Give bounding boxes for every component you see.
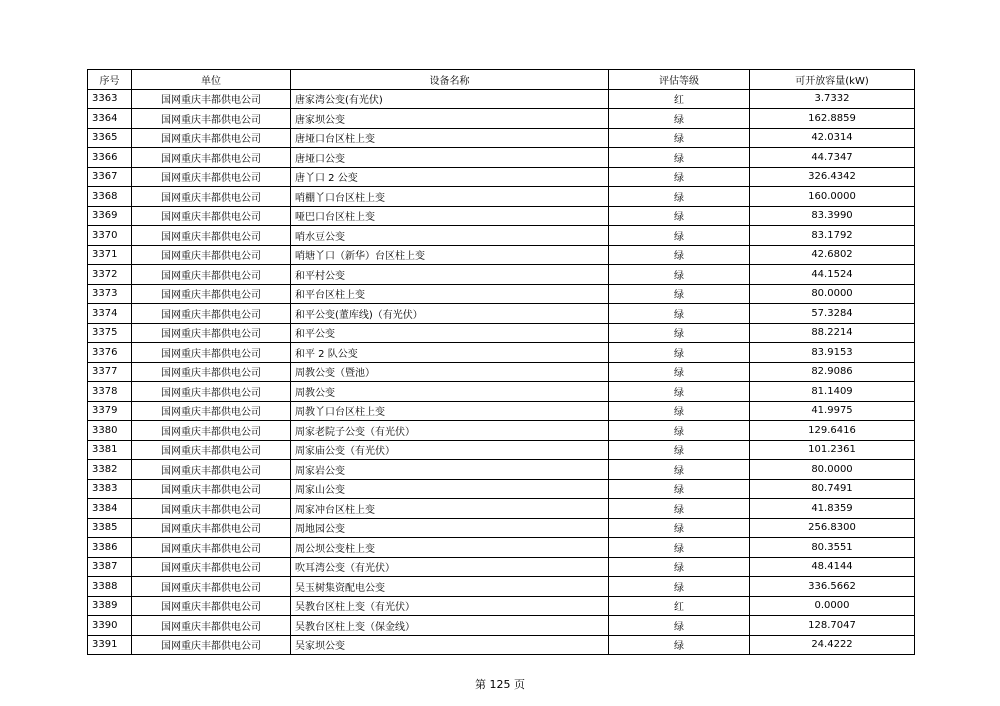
capacity-cell: 3.7332	[750, 89, 915, 109]
header-unit: 单位	[132, 70, 291, 90]
capacity-cell: 57.3284	[750, 304, 915, 324]
table-row	[88, 401, 915, 421]
grade-cell: 绿	[609, 304, 750, 324]
grade-cell: 绿	[609, 167, 750, 187]
grade-cell: 绿	[609, 479, 750, 499]
unit-cell: 国网重庆丰都供电公司	[132, 635, 291, 655]
unit-cell: 国网重庆丰都供电公司	[132, 206, 291, 226]
table-row	[88, 187, 915, 207]
capacity-cell: 48.4144	[750, 557, 915, 577]
serial-cell: 3377	[88, 362, 132, 382]
serial-cell: 3370	[88, 226, 132, 246]
capacity-cell: 128.7047	[750, 616, 915, 636]
serial-cell: 3378	[88, 382, 132, 402]
device-name-cell: 唐丫口 2 公变	[291, 167, 609, 187]
unit-cell: 国网重庆丰都供电公司	[132, 518, 291, 538]
table-row	[88, 499, 915, 519]
grade-cell: 绿	[609, 518, 750, 538]
unit-cell: 国网重庆丰都供电公司	[132, 382, 291, 402]
grade-cell: 绿	[609, 245, 750, 265]
table-row	[88, 89, 915, 109]
table-row	[88, 518, 915, 538]
serial-cell: 3365	[88, 128, 132, 148]
serial-cell: 3374	[88, 304, 132, 324]
serial-cell: 3373	[88, 284, 132, 304]
grade-cell: 绿	[609, 148, 750, 168]
device-name-cell: 哑巴口台区柱上变	[291, 206, 609, 226]
capacity-cell: 80.0000	[750, 284, 915, 304]
device-name-cell: 周家山公变	[291, 479, 609, 499]
table-row	[88, 343, 915, 363]
capacity-cell: 162.8859	[750, 109, 915, 129]
device-name-cell: 周公坝公变柱上变	[291, 538, 609, 558]
unit-cell: 国网重庆丰都供电公司	[132, 479, 291, 499]
device-name-cell: 和平公变	[291, 323, 609, 343]
grade-cell: 绿	[609, 284, 750, 304]
table-row	[88, 362, 915, 382]
unit-cell: 国网重庆丰都供电公司	[132, 421, 291, 441]
device-name-cell: 吴教台区柱上变（有光伏）	[291, 596, 609, 616]
unit-cell: 国网重庆丰都供电公司	[132, 128, 291, 148]
serial-cell: 3375	[88, 323, 132, 343]
grade-cell: 绿	[609, 635, 750, 655]
capacity-cell: 82.9086	[750, 362, 915, 382]
unit-cell: 国网重庆丰都供电公司	[132, 577, 291, 597]
capacity-cell: 326.4342	[750, 167, 915, 187]
table-row	[88, 265, 915, 285]
grade-cell: 绿	[609, 226, 750, 246]
grade-cell: 绿	[609, 109, 750, 129]
table-row	[88, 245, 915, 265]
grade-cell: 红	[609, 89, 750, 109]
unit-cell: 国网重庆丰都供电公司	[132, 167, 291, 187]
unit-cell: 国网重庆丰都供电公司	[132, 323, 291, 343]
device-name-cell: 哨水豆公变	[291, 226, 609, 246]
header-serial: 序号	[88, 70, 132, 90]
unit-cell: 国网重庆丰都供电公司	[132, 304, 291, 324]
grade-cell: 绿	[609, 362, 750, 382]
capacity-cell: 101.2361	[750, 440, 915, 460]
grade-cell: 绿	[609, 401, 750, 421]
capacity-cell: 42.0314	[750, 128, 915, 148]
grade-cell: 绿	[609, 265, 750, 285]
capacity-cell: 24.4222	[750, 635, 915, 655]
table-row	[88, 557, 915, 577]
table-row	[88, 226, 915, 246]
device-name-cell: 周家老院子公变（有光伏）	[291, 421, 609, 441]
serial-cell: 3364	[88, 109, 132, 129]
serial-cell: 3385	[88, 518, 132, 538]
unit-cell: 国网重庆丰都供电公司	[132, 148, 291, 168]
table-header-row	[88, 70, 915, 90]
table-row	[88, 421, 915, 441]
grade-cell: 绿	[609, 577, 750, 597]
grade-cell: 绿	[609, 616, 750, 636]
capacity-cell: 83.3990	[750, 206, 915, 226]
unit-cell: 国网重庆丰都供电公司	[132, 109, 291, 129]
serial-cell: 3382	[88, 460, 132, 480]
device-name-cell: 周地园公变	[291, 518, 609, 538]
header-device-name: 设备名称	[291, 70, 609, 90]
grade-cell: 绿	[609, 128, 750, 148]
capacity-cell: 81.1409	[750, 382, 915, 402]
serial-cell: 3391	[88, 635, 132, 655]
page-number: 第 125 页	[475, 678, 525, 691]
serial-cell: 3388	[88, 577, 132, 597]
unit-cell: 国网重庆丰都供电公司	[132, 499, 291, 519]
serial-cell: 3380	[88, 421, 132, 441]
grade-cell: 红	[609, 596, 750, 616]
device-name-cell: 和平台区柱上变	[291, 284, 609, 304]
unit-cell: 国网重庆丰都供电公司	[132, 401, 291, 421]
device-name-cell: 吴玉树集资配电公变	[291, 577, 609, 597]
serial-cell: 3390	[88, 616, 132, 636]
device-name-cell: 吹耳湾公变（有光伏）	[291, 557, 609, 577]
serial-cell: 3384	[88, 499, 132, 519]
capacity-cell: 0.0000	[750, 596, 915, 616]
table-row	[88, 382, 915, 402]
device-name-cell: 吴家坝公变	[291, 635, 609, 655]
table-row	[88, 577, 915, 597]
device-name-cell: 唐垭口公变	[291, 148, 609, 168]
capacity-cell: 80.3551	[750, 538, 915, 558]
device-name-cell: 哨棚丫口台区柱上变	[291, 187, 609, 207]
device-name-cell: 周家冲台区柱上变	[291, 499, 609, 519]
table-row	[88, 596, 915, 616]
serial-cell: 3368	[88, 187, 132, 207]
capacity-cell: 41.9975	[750, 401, 915, 421]
unit-cell: 国网重庆丰都供电公司	[132, 557, 291, 577]
grade-cell: 绿	[609, 460, 750, 480]
serial-cell: 3389	[88, 596, 132, 616]
table-row	[88, 538, 915, 558]
header-grade: 评估等级	[609, 70, 750, 90]
serial-cell: 3379	[88, 401, 132, 421]
capacity-cell: 41.8359	[750, 499, 915, 519]
unit-cell: 国网重庆丰都供电公司	[132, 460, 291, 480]
capacity-cell: 83.1792	[750, 226, 915, 246]
table-row	[88, 206, 915, 226]
device-name-cell: 唐家湾公变(有光伏)	[291, 89, 609, 109]
grade-cell: 绿	[609, 323, 750, 343]
unit-cell: 国网重庆丰都供电公司	[132, 616, 291, 636]
unit-cell: 国网重庆丰都供电公司	[132, 226, 291, 246]
serial-cell: 3386	[88, 538, 132, 558]
grade-cell: 绿	[609, 206, 750, 226]
device-name-cell: 吴教台区柱上变（保金线）	[291, 616, 609, 636]
device-name-cell: 周教丫口台区柱上变	[291, 401, 609, 421]
serial-cell: 3369	[88, 206, 132, 226]
capacity-cell: 80.7491	[750, 479, 915, 499]
capacity-cell: 336.5662	[750, 577, 915, 597]
capacity-cell: 83.9153	[750, 343, 915, 363]
table-row	[88, 304, 915, 324]
table-row	[88, 460, 915, 480]
grade-cell: 绿	[609, 343, 750, 363]
table-row	[88, 635, 915, 655]
unit-cell: 国网重庆丰都供电公司	[132, 596, 291, 616]
device-name-cell: 周教公变（暨池）	[291, 362, 609, 382]
unit-cell: 国网重庆丰都供电公司	[132, 187, 291, 207]
device-name-cell: 唐家坝公变	[291, 109, 609, 129]
device-name-cell: 和平 2 队公变	[291, 343, 609, 363]
capacity-cell: 160.0000	[750, 187, 915, 207]
table-row	[88, 167, 915, 187]
capacity-cell: 80.0000	[750, 460, 915, 480]
capacity-cell: 256.8300	[750, 518, 915, 538]
unit-cell: 国网重庆丰都供电公司	[132, 284, 291, 304]
table-row	[88, 128, 915, 148]
serial-cell: 3367	[88, 167, 132, 187]
serial-cell: 3381	[88, 440, 132, 460]
grade-cell: 绿	[609, 499, 750, 519]
device-name-cell: 和平村公变	[291, 265, 609, 285]
unit-cell: 国网重庆丰都供电公司	[132, 265, 291, 285]
device-name-cell: 唐垭口台区柱上变	[291, 128, 609, 148]
device-name-cell: 和平公变(董库线)（有光伏）	[291, 304, 609, 324]
grade-cell: 绿	[609, 538, 750, 558]
capacity-cell: 88.2214	[750, 323, 915, 343]
unit-cell: 国网重庆丰都供电公司	[132, 343, 291, 363]
unit-cell: 国网重庆丰都供电公司	[132, 362, 291, 382]
capacity-cell: 44.1524	[750, 265, 915, 285]
grade-cell: 绿	[609, 382, 750, 402]
table-row	[88, 479, 915, 499]
table-row	[88, 284, 915, 304]
device-name-cell: 周家庙公变（有光伏）	[291, 440, 609, 460]
serial-cell: 3376	[88, 343, 132, 363]
serial-cell: 3371	[88, 245, 132, 265]
unit-cell: 国网重庆丰都供电公司	[132, 440, 291, 460]
unit-cell: 国网重庆丰都供电公司	[132, 245, 291, 265]
grade-cell: 绿	[609, 440, 750, 460]
grade-cell: 绿	[609, 421, 750, 441]
capacity-table	[87, 69, 915, 655]
grade-cell: 绿	[609, 187, 750, 207]
capacity-cell: 129.6416	[750, 421, 915, 441]
device-name-cell: 周教公变	[291, 382, 609, 402]
table-row	[88, 440, 915, 460]
serial-cell: 3363	[88, 89, 132, 109]
table-row	[88, 109, 915, 129]
grade-cell: 绿	[609, 557, 750, 577]
table-row	[88, 616, 915, 636]
serial-cell: 3383	[88, 479, 132, 499]
serial-cell: 3366	[88, 148, 132, 168]
table-row	[88, 323, 915, 343]
capacity-cell: 44.7347	[750, 148, 915, 168]
serial-cell: 3372	[88, 265, 132, 285]
serial-cell: 3387	[88, 557, 132, 577]
unit-cell: 国网重庆丰都供电公司	[132, 89, 291, 109]
table-row	[88, 148, 915, 168]
capacity-cell: 42.6802	[750, 245, 915, 265]
device-name-cell: 周家岩公变	[291, 460, 609, 480]
device-name-cell: 哨塘丫口（新华）台区柱上变	[291, 245, 609, 265]
unit-cell: 国网重庆丰都供电公司	[132, 538, 291, 558]
header-capacity: 可开放容量(kW)	[750, 70, 915, 90]
